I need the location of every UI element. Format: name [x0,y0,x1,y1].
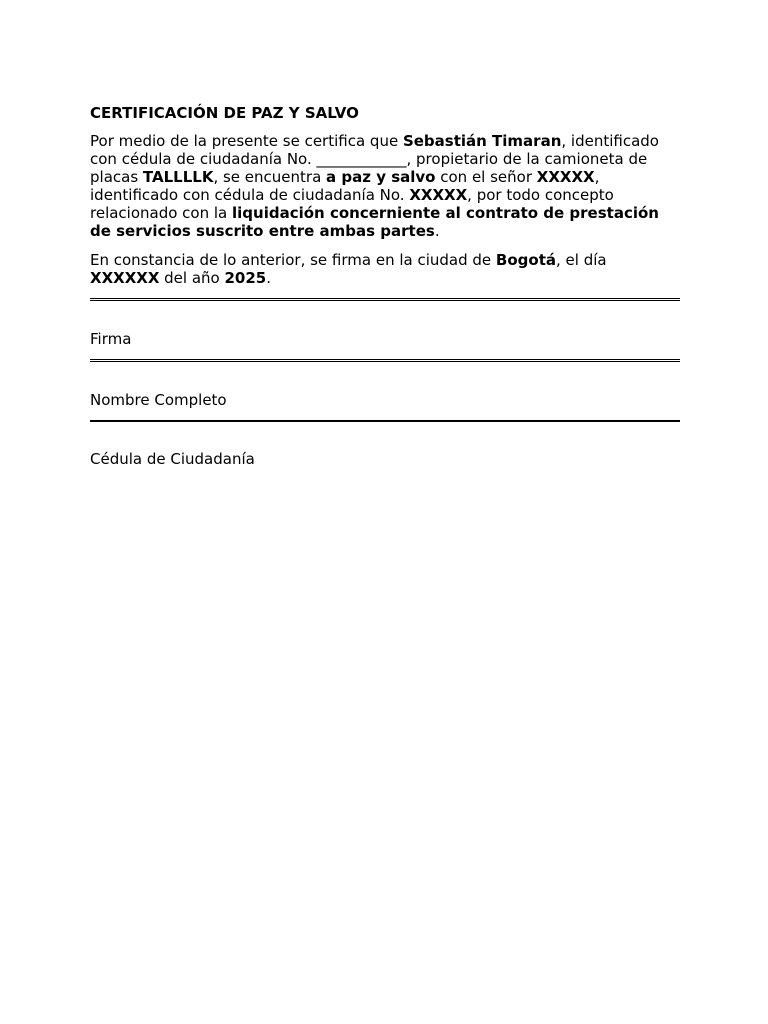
firma-label: Firma [90,330,132,348]
paragraph1-bold-seg: a paz y salvo [326,168,436,186]
signature-line-firma [90,298,680,301]
signature-line-cedula [90,420,680,422]
paragraph2-seg: del año [159,269,225,287]
document-title: CERTIFICACIÓN DE PAZ Y SALVO [90,104,359,122]
paragraph2-seg: En constancia de lo anterior, se firma en la ciudad de [90,251,496,269]
paragraph2-seg: . [266,269,272,287]
paragraph1-bold-seg: XXXXX [409,186,468,204]
paragraph1-bold-seg: Sebastián Timaran [402,132,562,150]
paragraph1-bold-seg: liquidación concerniente al contrato de prestación de servicios suscrito entre ambas partes [90,204,659,240]
paragraph1-seg: . [434,222,440,240]
paragraph1-seg: , se encuentra [213,168,327,186]
paragraph2-bold-seg: Bogotá [495,251,556,269]
constancia-paragraph [90,251,680,287]
paragraph1-seg: , identificado con cédula de ciudadanía No. [90,168,600,204]
cedula-label: Cédula de Ciudadanía [90,450,255,468]
signature-line-nombre [90,359,680,362]
paragraph1-seg: con el señor [435,168,537,186]
paragraph1-seg: Por medio de la presente se certifica que [90,132,403,150]
paragraph1-seg: , por todo concepto relacionado con la [90,186,614,222]
paragraph1-bold-seg: XXXXX [536,168,595,186]
paragraph1-seg: , identificado con cédula de ciudadanía No. ____________, propietario de la camioneta de placas [90,132,659,186]
paragraph2-bold-seg: XXXXXX [90,269,160,287]
paragraph1-bold-seg: TALLLLK [142,168,214,186]
nombre-completo-label: Nombre Completo [90,391,227,409]
paragraph2-bold-seg: 2025 [224,269,267,287]
paragraph2-seg: , el día [556,251,607,269]
certification-paragraph [90,132,680,240]
document-body [90,103,680,468]
